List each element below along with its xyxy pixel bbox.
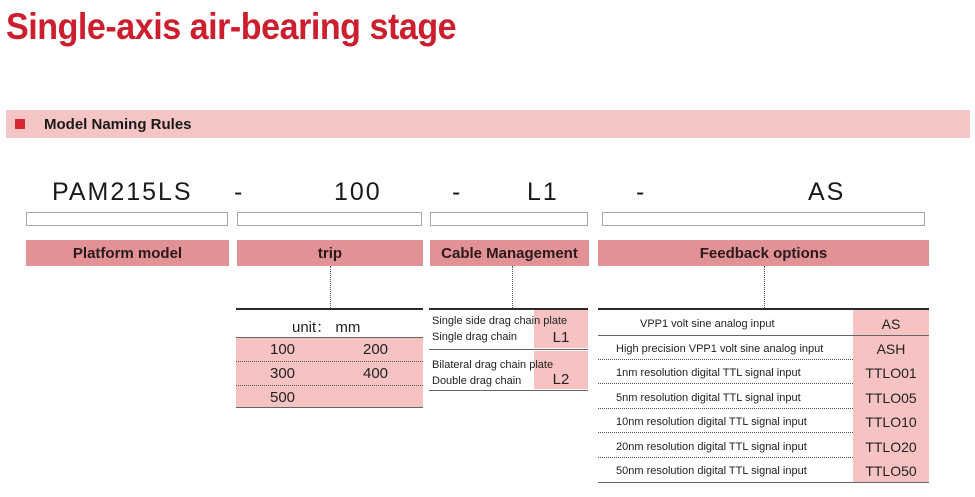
feedback-code: ASH [876,341,906,357]
row-divider [236,385,423,386]
cable-option-text: Double drag chain [432,375,522,387]
connector-line [512,266,513,308]
code-platform: PAM215LS [52,178,193,206]
trip-value: 500 [270,389,296,406]
connector-line [764,266,765,308]
trip-values-cell [236,338,423,407]
row-divider [598,432,853,433]
section-bullet-icon [15,119,25,129]
trip-value: 300 [270,365,296,382]
trip-unit-label: unit： mm [292,319,361,336]
feedback-option-text: 1nm resolution digital TTL signal input [616,367,801,379]
cable-option-text: Single side drag chain plate [432,315,568,327]
cable-option-text: Single drag chain [432,331,518,343]
cable-option-text: Bilateral drag chain plate [432,359,554,371]
row-divider [598,482,929,483]
header-feedback-options: Feedback options [598,240,929,266]
feedback-code: TTLO50 [865,463,917,479]
code-separator: - [234,178,245,206]
code-feedback: AS [808,178,846,206]
page-title: Single-axis air-bearing stage [6,6,457,47]
section-label: Model Naming Rules [44,116,192,133]
row-divider [598,457,853,458]
code-cable: L1 [527,178,559,206]
trip-table-top-rule [236,308,423,310]
feedback-code: AS [881,316,901,332]
trip-value: 200 [363,341,389,358]
code-box-platform [26,212,228,226]
cable-code-cell: L1 [534,310,588,348]
feedback-code: TTLO05 [865,390,917,406]
feedback-option-text: High precision VPP1 volt sine analog input [616,343,824,355]
connector-line [330,266,331,308]
trip-value: 100 [270,341,296,358]
feedback-option-text: 20nm resolution digital TTL signal input [616,441,807,453]
row-divider [236,337,423,338]
row-divider [598,359,853,360]
feedback-option-text: 10nm resolution digital TTL signal input [616,416,807,428]
row-divider [429,390,588,391]
code-trip: 100 [334,178,382,206]
header-trip: trip [237,240,423,266]
row-divider [598,383,853,384]
trip-value: 400 [363,365,389,382]
row-divider [429,349,588,350]
code-separator: - [452,178,463,206]
code-separator: - [636,178,647,206]
feedback-code: TTLO10 [865,414,917,430]
feedback-option-text: 50nm resolution digital TTL signal input [616,465,807,477]
feedback-code: TTLO20 [865,439,917,455]
row-divider [236,407,423,408]
code-box-feedback [602,212,925,226]
feedback-option-text: VPP1 volt sine analog input [640,318,775,330]
cable-code-cell: L2 [534,351,588,389]
row-divider [598,335,929,336]
row-divider [236,361,423,362]
header-platform-model: Platform model [26,240,229,266]
feedback-code: TTLO01 [865,365,917,381]
header-cable-management: Cable Management [430,240,589,266]
row-divider [598,408,853,409]
code-box-trip [237,212,422,226]
code-box-cable [430,212,588,226]
feedback-option-text: 5nm resolution digital TTL signal input [616,392,801,404]
